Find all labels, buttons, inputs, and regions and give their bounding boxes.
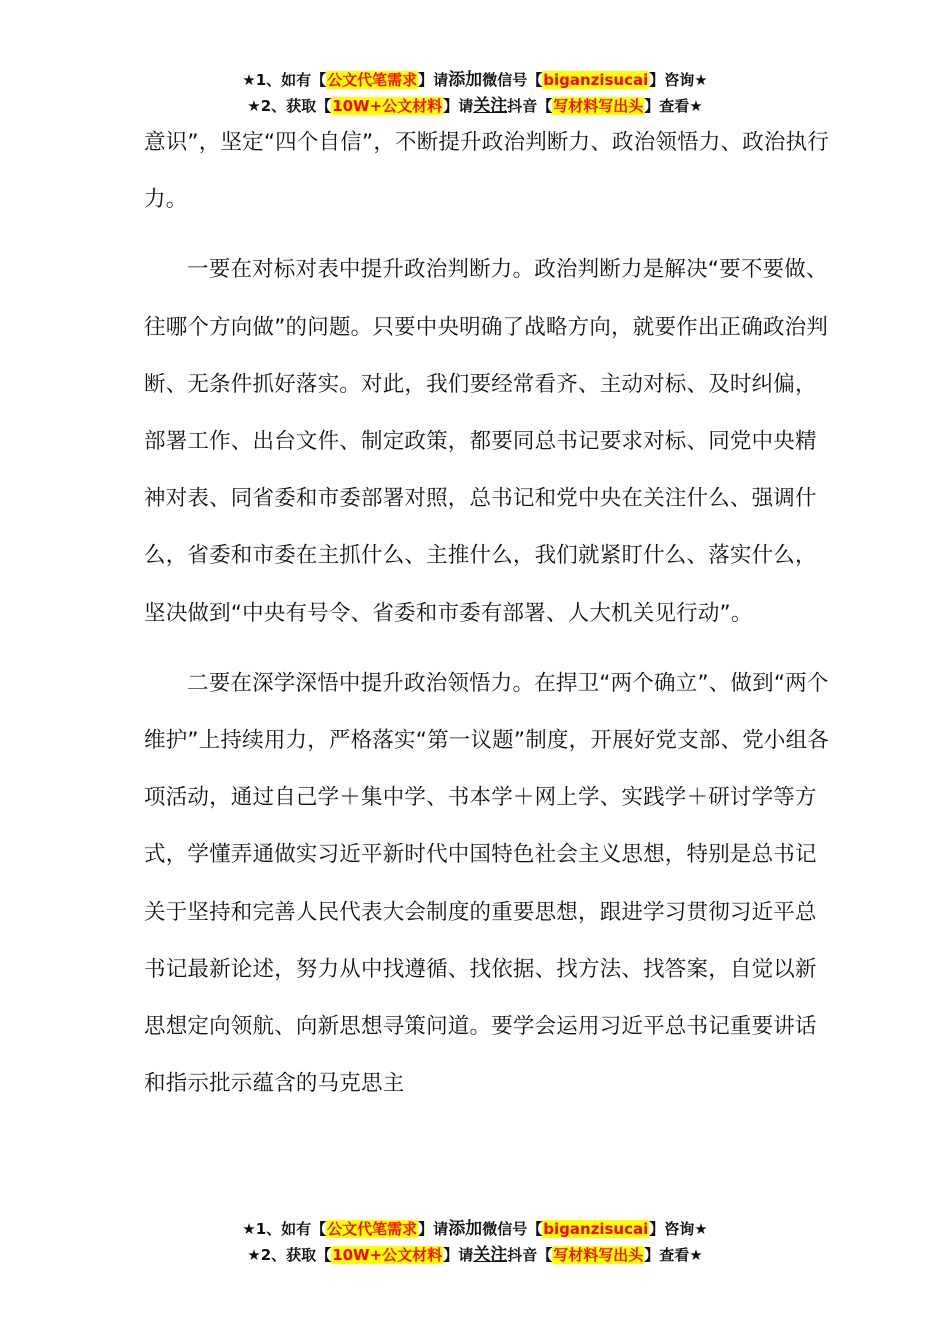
- highlight-douyin: 写材料写出头: [553, 97, 644, 115]
- highlight-wechat-id: biganzisucai: [543, 1220, 649, 1238]
- highlight-service: 公文代笔需求: [327, 71, 418, 89]
- banner-line-1: [0, 1216, 950, 1242]
- banner-text: 1、如有【: [255, 1220, 327, 1238]
- banner-text: 抖音【: [507, 1246, 553, 1264]
- paragraph-political-judgment: 一要在对标对表中提升政治判断力。政治判断力是解决“要不要做、往哪个方向做”的问题。只要中央明确了战略方向，就要作出正确政治判断、无条件抓好落实。对此，我们要经常看齐、主动对标、及时纠偏，部署工作、出台文件、制定政策，都要同总书记要求对标、同党中央精神对表、同省委和市委部署对照，总书记和党中央在关注什么、强调什么，省委和市委在主抓什么、主推什么，我们就紧盯什么、落实什么，坚决做到“中央有号令、省委和市委有部署、人大机关见行动”。: [144, 257, 829, 626]
- banner-text: 2、获取【: [260, 97, 332, 115]
- banner-text: 】请: [443, 97, 474, 115]
- highlight-wechat-id: biganzisucai: [543, 71, 649, 89]
- star-icon: ★: [694, 1220, 708, 1238]
- banner-line-1: [0, 67, 950, 93]
- star-icon: ★: [242, 71, 256, 89]
- banner-emphasis: 关注: [473, 1245, 508, 1265]
- banner-text: 2、获取【: [260, 1246, 332, 1264]
- banner-emphasis: 关注: [473, 96, 508, 116]
- highlight-materials: 10W+公文材料: [332, 97, 443, 115]
- banner-text: 】咨询: [649, 1220, 695, 1238]
- star-icon: ★: [247, 1246, 261, 1264]
- banner-text: 】查看: [644, 97, 690, 115]
- document-body: [144, 114, 830, 1112]
- banner-emphasis: 添加: [448, 1219, 483, 1239]
- highlight-materials: 10W+公文材料: [332, 1246, 443, 1264]
- banner-text: 1、如有【: [255, 71, 327, 89]
- banner-text: 微信号【: [482, 1220, 543, 1238]
- banner-emphasis: 添加: [448, 70, 483, 90]
- paragraph-continuation: 意识”，坚定“四个自信”，不断提升政治判断力、政治领悟力、政治执行力。: [144, 130, 830, 213]
- banner-text: 】请: [418, 71, 449, 89]
- paragraph-political-comprehension: 二要在深学深悟中提升政治领悟力。在捍卫“两个确立”、做到“两个维护”上持续用力，严格落实“第一议题”制度，开展好党支部、党小组各项活动，通过自己学＋集中学、书本学＋网上学、实践学＋研讨学等方式，学懂弄通做实习近平新时代中国特色社会主义思想，特别是总书记关于坚持和完善人民代表大会制度的重要思想，跟进学习贯彻习近平总书记最新论述，努力从中找遵循、找依据、找方法、找答案，自觉以新思想定向领航、向新思想寻策问道。要学会运用习近平总书记重要讲话和指示批示蕴含的马克思主: [144, 670, 830, 1097]
- banner-line-2: [0, 1242, 950, 1268]
- banner-text: 】查看: [644, 1246, 690, 1264]
- star-icon: ★: [694, 71, 708, 89]
- banner-text: 微信号【: [482, 71, 543, 89]
- banner-text: 】请: [418, 1220, 449, 1238]
- highlight-douyin: 写材料写出头: [553, 1246, 644, 1264]
- star-icon: ★: [689, 97, 703, 115]
- highlight-service: 公文代笔需求: [327, 1220, 418, 1238]
- footer-banner: [0, 1216, 950, 1268]
- banner-text: 】请: [443, 1246, 474, 1264]
- banner-text: 抖音【: [507, 97, 553, 115]
- star-icon: ★: [247, 97, 261, 115]
- star-icon: ★: [689, 1246, 703, 1264]
- header-banner: [0, 67, 950, 119]
- star-icon: ★: [242, 1220, 256, 1238]
- banner-text: 】咨询: [649, 71, 695, 89]
